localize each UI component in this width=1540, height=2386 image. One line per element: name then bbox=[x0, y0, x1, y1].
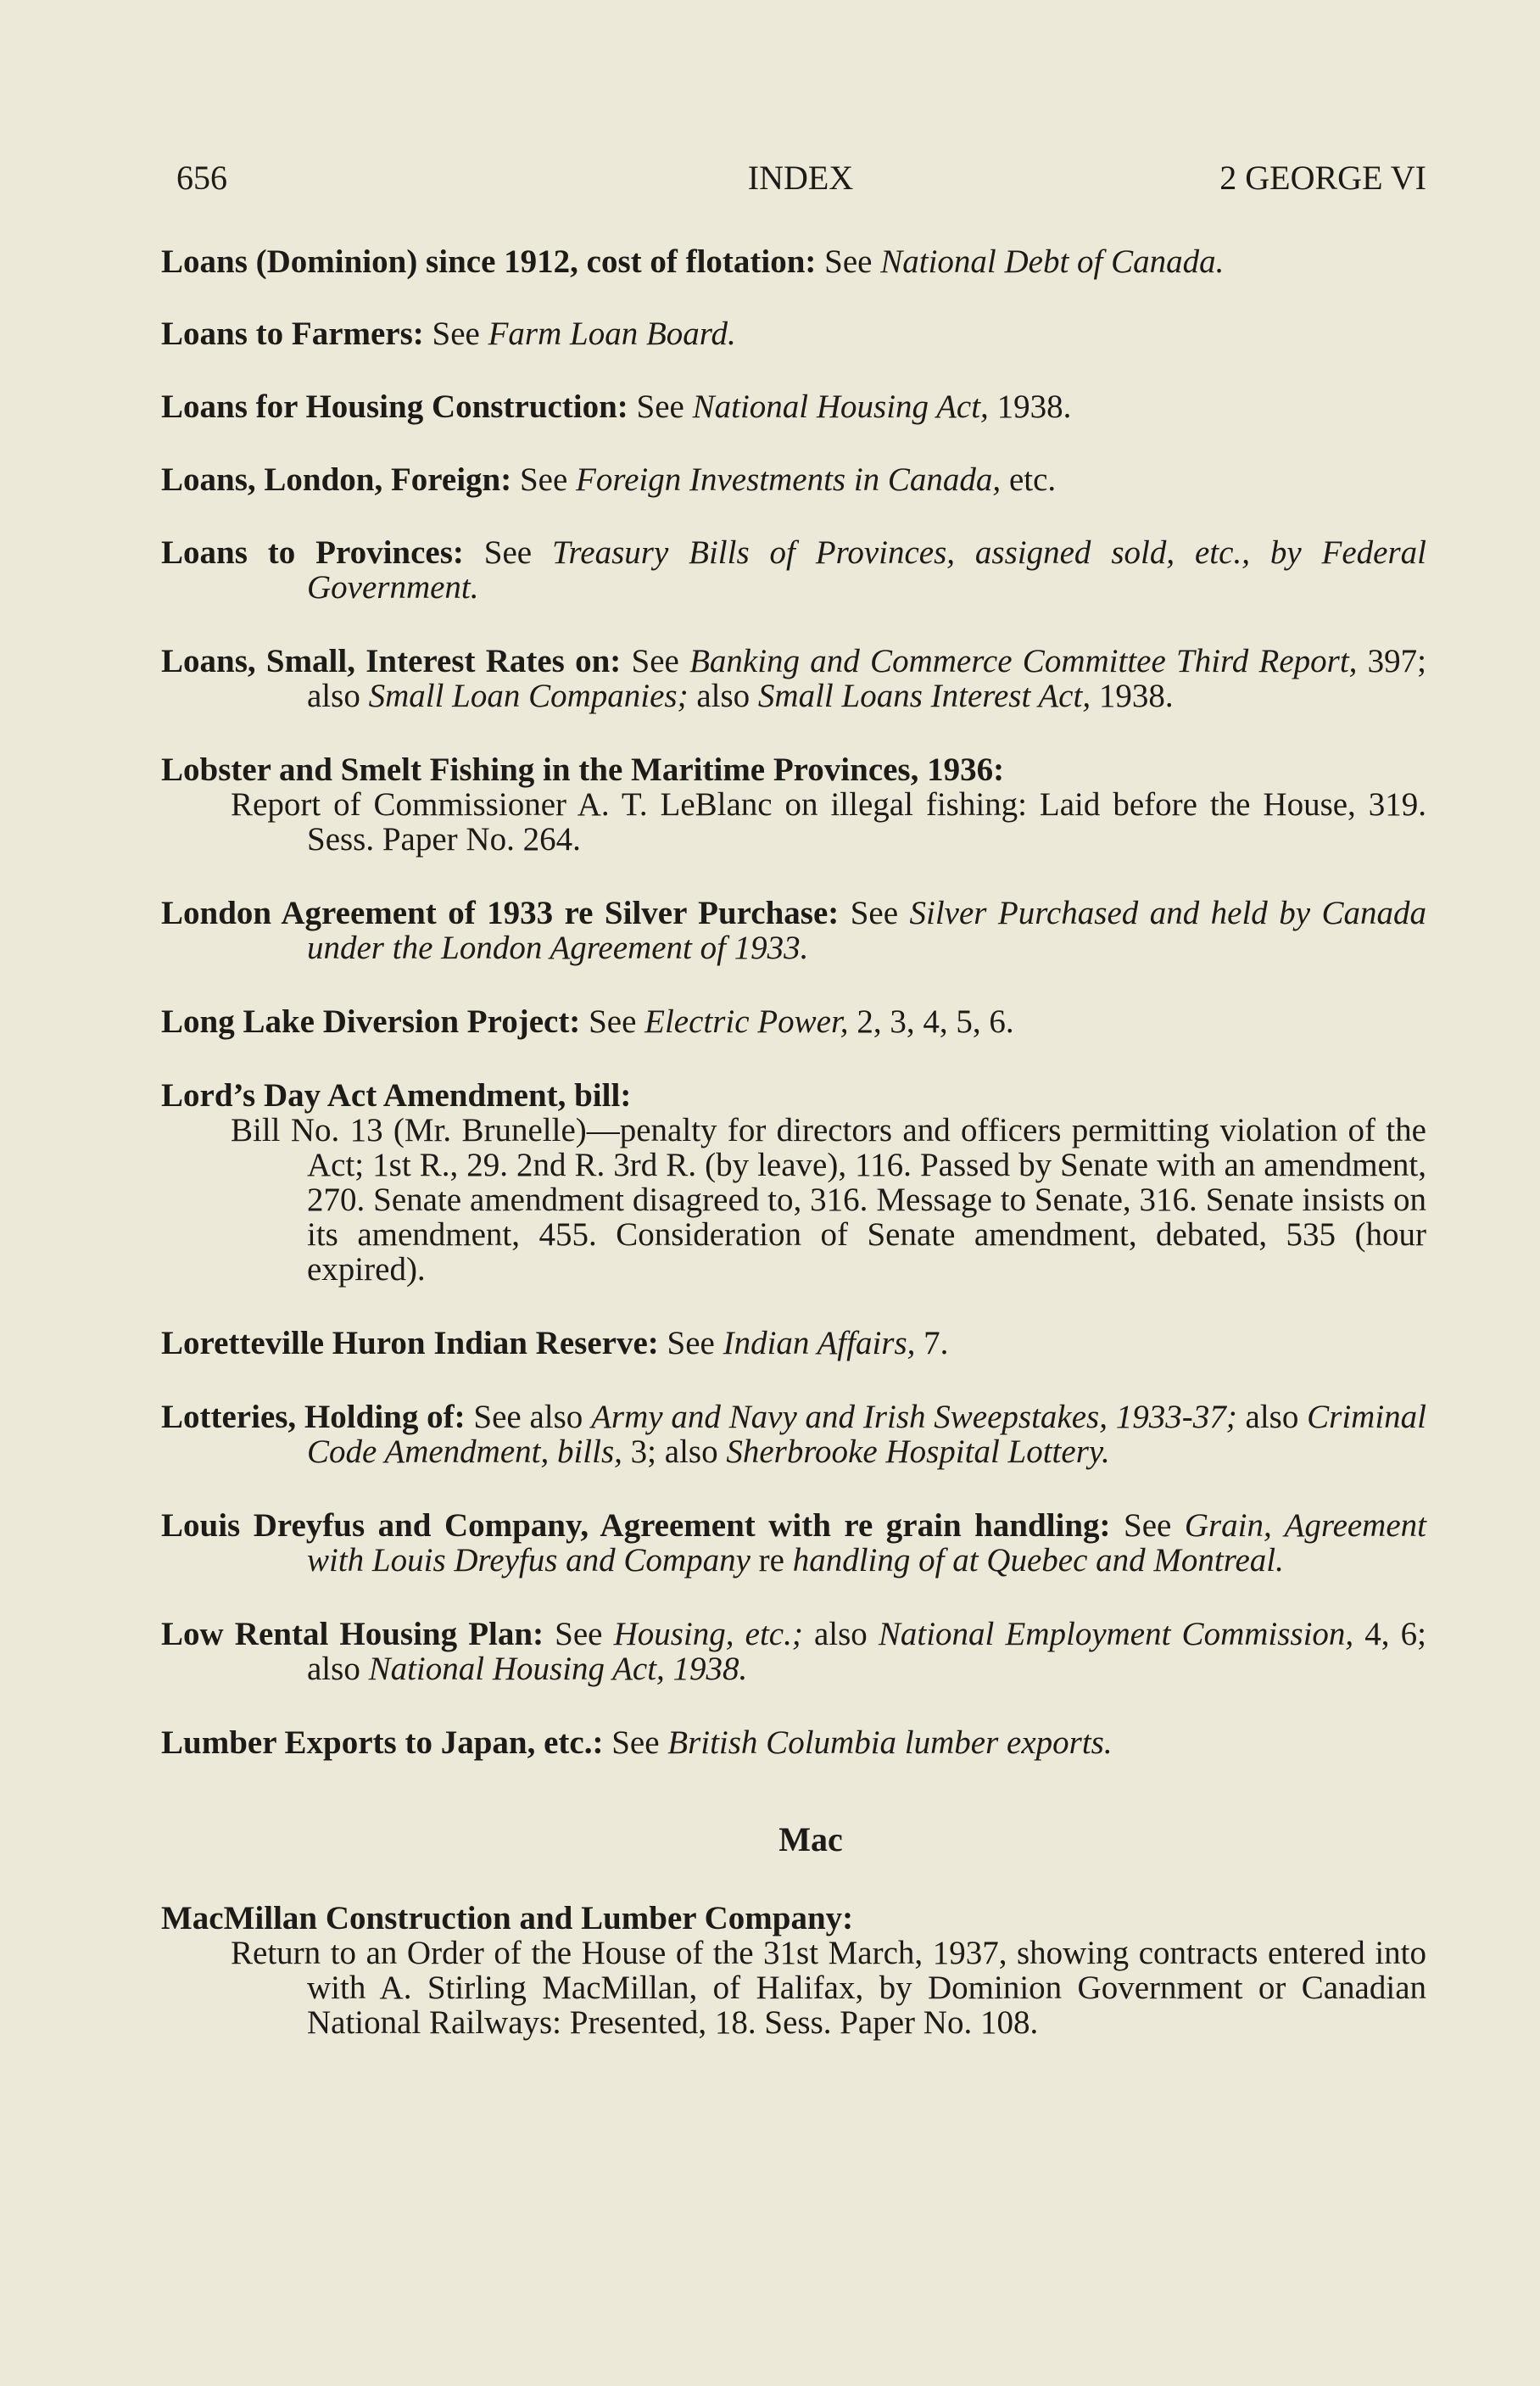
volume-label: 2 GEORGE VI bbox=[1219, 159, 1426, 197]
index-entry: Loans, Small, Interest Rates on: See Banking and Commerce Committee Third Report, 397; also Small Loan Companies; also Small Loans Interest Act, 1938. bbox=[161, 643, 1427, 714]
section-heading: Mac bbox=[778, 1820, 843, 1858]
running-title: INDEX bbox=[747, 159, 854, 197]
index-entry: Louis Dreyfus and Company, Agreement with re grain handling: See Grain, Agreement with Louis Dreyfus and Company re handling of at Quebec and Montreal. bbox=[161, 1507, 1426, 1579]
index-entry: Loans for Housing Construction: See National Housing Act, 1938. bbox=[161, 388, 1072, 425]
index-entry: MacMillan Construction and Lumber Company: bbox=[161, 1900, 854, 1936]
index-entry: Lotteries, Holding of: See also Army and Navy and Irish Sweepstakes, 1933-37; also Criminal Code Amendment, bills, 3; also Sherbrooke Hospital Lottery. bbox=[161, 1399, 1426, 1470]
index-entry: Loans (Dominion) since 1912, cost of flotation: See National Debt of Canada. bbox=[161, 243, 1225, 280]
index-content bbox=[161, 244, 1426, 2040]
index-entry: Long Lake Diversion Project: See Electric Power, 2, 3, 4, 5, 6. bbox=[161, 1003, 1014, 1040]
index-entry: London Agreement of 1933 re Silver Purchase: See Silver Purchased and held by Canada under the London Agreement of 1933. bbox=[161, 895, 1427, 966]
index-entry: Lobster and Smelt Fishing in the Maritime Provinces, 1936: bbox=[161, 752, 1005, 788]
entry-detail: Report of Commissioner A. T. LeBlanc on illegal fishing: Laid before the House, 319. Sess. Paper No. 264. bbox=[231, 786, 1426, 858]
entry-detail: Bill No. 13 (Mr. Brunelle)—penalty for directors and officers permitting violation of the Act; 1st R., 29. 2nd R. 3rd R. (by leave), 116. Passed by Senate with an amendment, 270. Senate amendment disagreed to, 316. Message to Senate, 316. Senate insists on its amendment, 455. Consideration of Senate amendment, debated, 535 (hour expired). bbox=[231, 1112, 1426, 1288]
index-entry: Loans to Provinces: See Treasury Bills of Provinces, assigned sold, etc., by Federal Government. bbox=[161, 534, 1426, 606]
index-entry: Low Rental Housing Plan: See Housing, etc.; also National Employment Commission, 4, 6; also National Housing Act, 1938. bbox=[161, 1616, 1426, 1687]
index-entry: Loretteville Huron Indian Reserve: See Indian Affairs, 7. bbox=[161, 1325, 949, 1361]
index-entry: Loans, London, Foreign: See Foreign Investments in Canada, etc. bbox=[161, 461, 1057, 498]
page-number: 656 bbox=[176, 159, 227, 197]
entry-detail: Return to an Order of the House of the 31st March, 1937, showing contracts entered into with A. Stirling MacMillan, of Halifax, by Dominion Government or Canadian National Railways: Presented, 18. Sess. Paper No. 108. bbox=[231, 1935, 1426, 2041]
index-entry: Lumber Exports to Japan, etc.: See British Columbia lumber exports. bbox=[161, 1724, 1113, 1761]
index-entry: Loans to Farmers: See Farm Loan Board. bbox=[161, 316, 736, 352]
page-header bbox=[175, 158, 1426, 200]
index-entry: Lord’s Day Act Amendment, bill: bbox=[161, 1077, 632, 1114]
